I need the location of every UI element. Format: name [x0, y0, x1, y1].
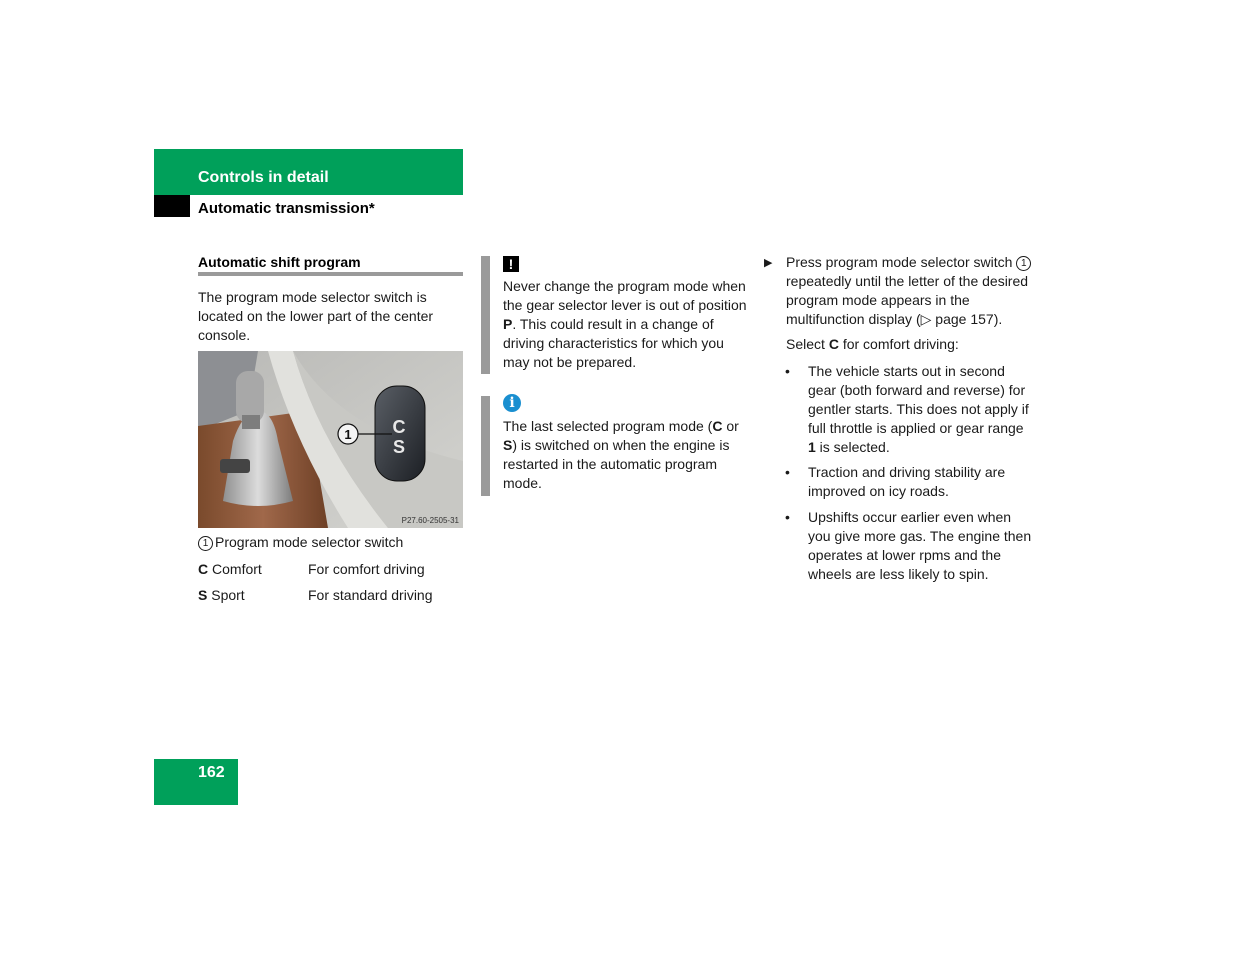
mode-description: For comfort driving	[308, 561, 425, 577]
switch-letter-c: C	[392, 417, 406, 437]
warning-icon: !	[503, 256, 519, 272]
page-number: 162	[198, 764, 225, 781]
mode-row-sport	[198, 586, 463, 605]
info-bar	[481, 396, 490, 496]
warning-text: Never change the program mode when the gear selector lever is out of position P. This could result in a change of driving characteristics for which you may not be prepared.	[503, 278, 747, 370]
subsection-title: Automatic transmission*	[198, 200, 375, 217]
console-illustration	[198, 351, 463, 528]
bullet-item: • The vehicle starts out in second gear (both forward and reverse) for gentler starts. This does not apply if full throttle is applied or gear range 1 is selected.	[785, 363, 1029, 455]
step-arrow-icon: ▶	[764, 257, 773, 269]
mode-name: Sport	[211, 587, 245, 603]
bullet-item: • Upshifts occur earlier even when you give more gas. The engine then operates at lower rpms and the wheels are less likely to spin.	[785, 509, 1032, 582]
step-number-icon: 1	[1016, 256, 1031, 271]
page-number-box	[154, 759, 238, 805]
section-title: Controls in detail	[198, 169, 329, 186]
warning-bar	[481, 256, 490, 374]
info-text: The last selected program mode (C or S) is switched on when the engine is restarted in the automatic program mode.	[503, 418, 739, 491]
info-icon: i	[503, 394, 521, 412]
intro-paragraph: The program mode selector switch is located on the lower part of the center console.	[198, 289, 434, 343]
caption-number-icon: 1	[198, 536, 213, 551]
callout-number: 1	[344, 427, 352, 442]
header-tab-marker	[154, 195, 190, 217]
mode-letter: C	[198, 561, 209, 577]
caption-text: Program mode selector switch	[215, 534, 404, 550]
mode-letter: S	[198, 587, 208, 603]
page-ref-arrow-icon: ▷	[920, 311, 932, 327]
mode-name: Comfort	[212, 561, 262, 577]
step-instruction: Press program mode selector switch 1 repeatedly until the letter of the desired program mode appears in the multifunction display (▷ page 157).	[786, 253, 1036, 329]
switch-letter-s: S	[392, 437, 406, 457]
bullet-icon: •	[785, 464, 790, 480]
mode-description: For standard driving	[308, 587, 433, 603]
photo-code: P27.60-2505-31	[401, 516, 459, 525]
page-heading: Automatic shift program	[198, 254, 361, 270]
bullet-icon: •	[785, 509, 790, 525]
bullet-icon: •	[785, 363, 790, 379]
select-comfort-line: Select C for comfort driving:	[786, 336, 959, 352]
photo-caption	[198, 533, 463, 552]
selector-switch-photo	[198, 351, 463, 528]
mode-row-comfort	[198, 560, 463, 579]
bullet-item: • Traction and driving stability are improved on icy roads.	[785, 464, 1006, 499]
heading-rule	[198, 272, 463, 276]
